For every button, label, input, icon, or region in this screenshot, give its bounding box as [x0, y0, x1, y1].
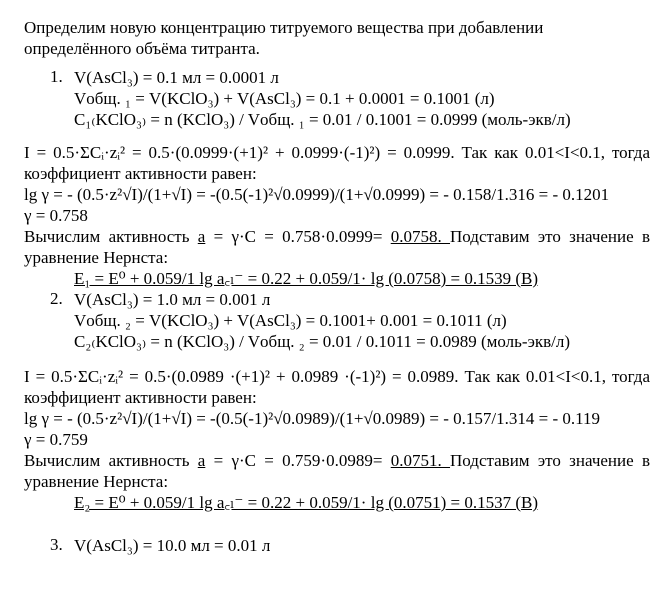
step-1-nernst-intro: Подставим это значение в уравнение Нернста: — [24, 227, 650, 267]
step-2-activity-symbol: a — [197, 451, 206, 470]
step-3-line-1 — [24, 535, 650, 556]
step-2-number: 2. — [50, 289, 63, 308]
intro-paragraph: Определим новую концентрацию титруемого вещества при добавлении определённого объёма титранта. — [24, 18, 544, 58]
spacer — [24, 130, 650, 142]
step-3-clipped — [24, 535, 650, 555]
step-2-activity-result: 0.0751. — [390, 451, 451, 470]
step-1-activity-formula: = γ·C = 0.758·0.0999= — [205, 227, 391, 246]
step-3-volume-added: V(AsCl₃) = 10.0 мл = 0.01 л — [74, 536, 271, 555]
document-body — [24, 17, 650, 555]
step-1-activity-result: 0.0758. — [390, 227, 451, 246]
step-1-total-volume: Vобщ. ₁ = V(KClO₃) + V(AsCl₃) = 0.1 + 0.0001 = 0.1001 (л) — [74, 89, 495, 108]
spacer — [24, 513, 650, 533]
step-1-lg-gamma: lg γ = - (0.5·z²√I)/(1+√I) = -(0.5(-1)²√0.0999)/(1+√0.0999) = - 0.158/1.316 = - 0.1201 — [24, 185, 610, 204]
step-3-number: 3. — [50, 535, 63, 554]
step-2-gamma-value: γ = 0.759 — [24, 430, 88, 449]
step-2-nernst-equation — [24, 492, 650, 513]
step-1-volume-added: V(AsCl₃) = 0.1 мл = 0.0001 л — [74, 68, 279, 87]
step-2-nernst-equation-text: E₂ = E⁰ + 0.059/1 lg a꜀ₗ⁻ = 0.22 + 0.059/1· lg (0.0751) = 0.1537 (B) — [74, 493, 539, 512]
spacer — [24, 352, 650, 366]
step-1-line-1 — [24, 67, 650, 88]
step-1-ionic-strength: I = 0.5·ΣCᵢ·zᵢ² = 0.5·(0.0999·(+1)² + 0.0999·(-1)²) = 0.0999. Так как 0.01<I<0.1, тогда коэффициент активности равен: — [24, 143, 650, 183]
step-1-gamma-value: γ = 0.758 — [24, 206, 88, 225]
step-2-volume-added: V(AsCl₃) = 1.0 мл = 0.001 л — [74, 290, 271, 309]
step-2-activity-prefix: Вычислим активность — [24, 451, 198, 470]
step-1-activity — [24, 226, 650, 268]
step-2-activity-formula: = γ·C = 0.759·0.0989= — [205, 451, 391, 470]
step-2-line-1 — [24, 289, 650, 310]
step-2-lg-gamma: lg γ = - (0.5·z²√I)/(1+√I) = -(0.5(-1)²√0.0989)/(1+√0.0989) = - 0.157/1.314 = - 0.119 — [24, 409, 601, 428]
step-2-nernst-intro: Подставим это значение в уравнение Нернста: — [24, 451, 650, 491]
step-1-activity-prefix: Вычислим активность — [24, 227, 198, 246]
step-2-ionic-strength: I = 0.5·ΣCᵢ·zᵢ² = 0.5·(0.0989 ·(+1)² + 0.0989 ·(-1)²) = 0.0989. Так как 0.01<I<0.1, тогда коэффициент активности равен: — [24, 367, 650, 407]
step-1-nernst-equation-text: E₁ = E⁰ + 0.059/1 lg a꜀ₗ⁻ = 0.22 + 0.059/1· lg (0.0758) = 0.1539 (B) — [74, 269, 539, 288]
step-2-activity — [24, 450, 650, 492]
step-1-activity-symbol: a — [197, 227, 206, 246]
step-1-number: 1. — [50, 67, 63, 86]
step-2-total-volume: Vобщ. ₂ = V(KClO₃) + V(AsCl₃) = 0.1001+ 0.001 = 0.1011 (л) — [74, 311, 507, 330]
step-2-concentration: C₂₍KClO₃₎ = n (KClO₃) / Vобщ. ₂ = 0.01 / 0.1011 = 0.0989 (моль-экв/л) — [74, 332, 571, 351]
step-1-concentration: C₁₍KClO₃₎ = n (KClO₃) / Vобщ. ₁ = 0.01 / 0.1001 = 0.0999 (моль-экв/л) — [74, 110, 571, 129]
step-1-nernst-equation — [24, 268, 650, 289]
